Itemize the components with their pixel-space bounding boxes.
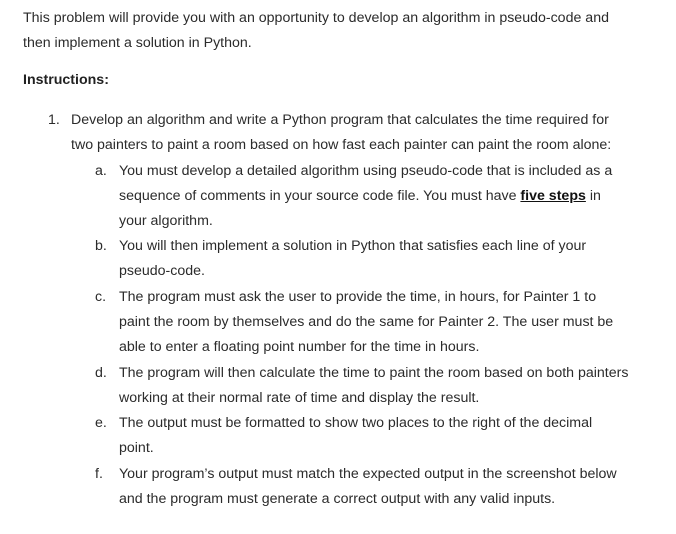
- sub-item-f-line-1: Your program’s output must match the expected output in the screenshot below: [119, 466, 617, 482]
- sub-item-d-text: [119, 361, 654, 411]
- five-steps-emphasis: five steps: [520, 188, 586, 204]
- list-item-1-line-2: two painters to paint a room based on how fast each painter can paint the room alone:: [71, 137, 612, 153]
- sub-item-d-line-2: working at their normal rate of time and display the result.: [119, 390, 480, 406]
- sub-item-c-text: [119, 285, 654, 360]
- sub-item-e-line-2: point.: [119, 440, 154, 456]
- sub-item-b-text: [119, 234, 654, 284]
- sub-marker-a: a.: [95, 163, 107, 179]
- sub-item-e-line-1: The output must be formatted to show two places to the right of the decimal: [119, 415, 593, 431]
- sub-item-e-text: [119, 411, 654, 461]
- sub-item-a-line-3: your algorithm.: [119, 213, 213, 229]
- sub-item-f-text: [119, 462, 654, 512]
- list-item-1-line-1: Develop an algorithm and write a Python program that calculates the time required for: [71, 112, 609, 128]
- sub-item-c-line-1: The program must ask the user to provide the time, in hours, for Painter 1 to: [119, 289, 597, 305]
- intro-line-2: then implement a solution in Python.: [23, 35, 252, 51]
- sub-item-c-line-2: paint the room by themselves and do the same for Painter 2. The user must be: [119, 314, 614, 330]
- sub-item-c-line-3: able to enter a floating point number for the time in hours.: [119, 339, 480, 355]
- sub-item-b-line-2: pseudo-code.: [119, 263, 205, 279]
- intro-line-1: This problem will provide you with an opportunity to develop an algorithm in pseudo-code and: [23, 10, 609, 26]
- sub-item-d-line-1: The program will then calculate the time to paint the room based on both painters: [119, 365, 629, 381]
- sub-marker-f: f.: [95, 466, 103, 482]
- sub-marker-c: c.: [95, 289, 107, 305]
- list-item-1-text: [71, 108, 641, 158]
- instructions-heading: Instructions:: [23, 72, 109, 88]
- sub-marker-d: d.: [95, 365, 107, 381]
- sub-item-a-line-1: You must develop a detailed algorithm using pseudo-code that is included as a: [119, 163, 613, 179]
- sub-item-a-line-2-pre: sequence of comments in your source code file. You must have: [119, 188, 521, 204]
- sub-item-f-line-2: and the program must generate a correct output with any valid inputs.: [119, 491, 556, 507]
- sub-item-a-text: [119, 159, 654, 234]
- sub-item-b-line-1: You will then implement a solution in Python that satisfies each line of your: [119, 238, 587, 254]
- sub-marker-b: b.: [95, 238, 107, 254]
- intro-paragraph: [23, 6, 663, 56]
- sub-marker-e: e.: [95, 415, 107, 431]
- sub-item-a-line-2-post: in: [585, 188, 601, 204]
- list-marker-1: 1.: [48, 112, 60, 128]
